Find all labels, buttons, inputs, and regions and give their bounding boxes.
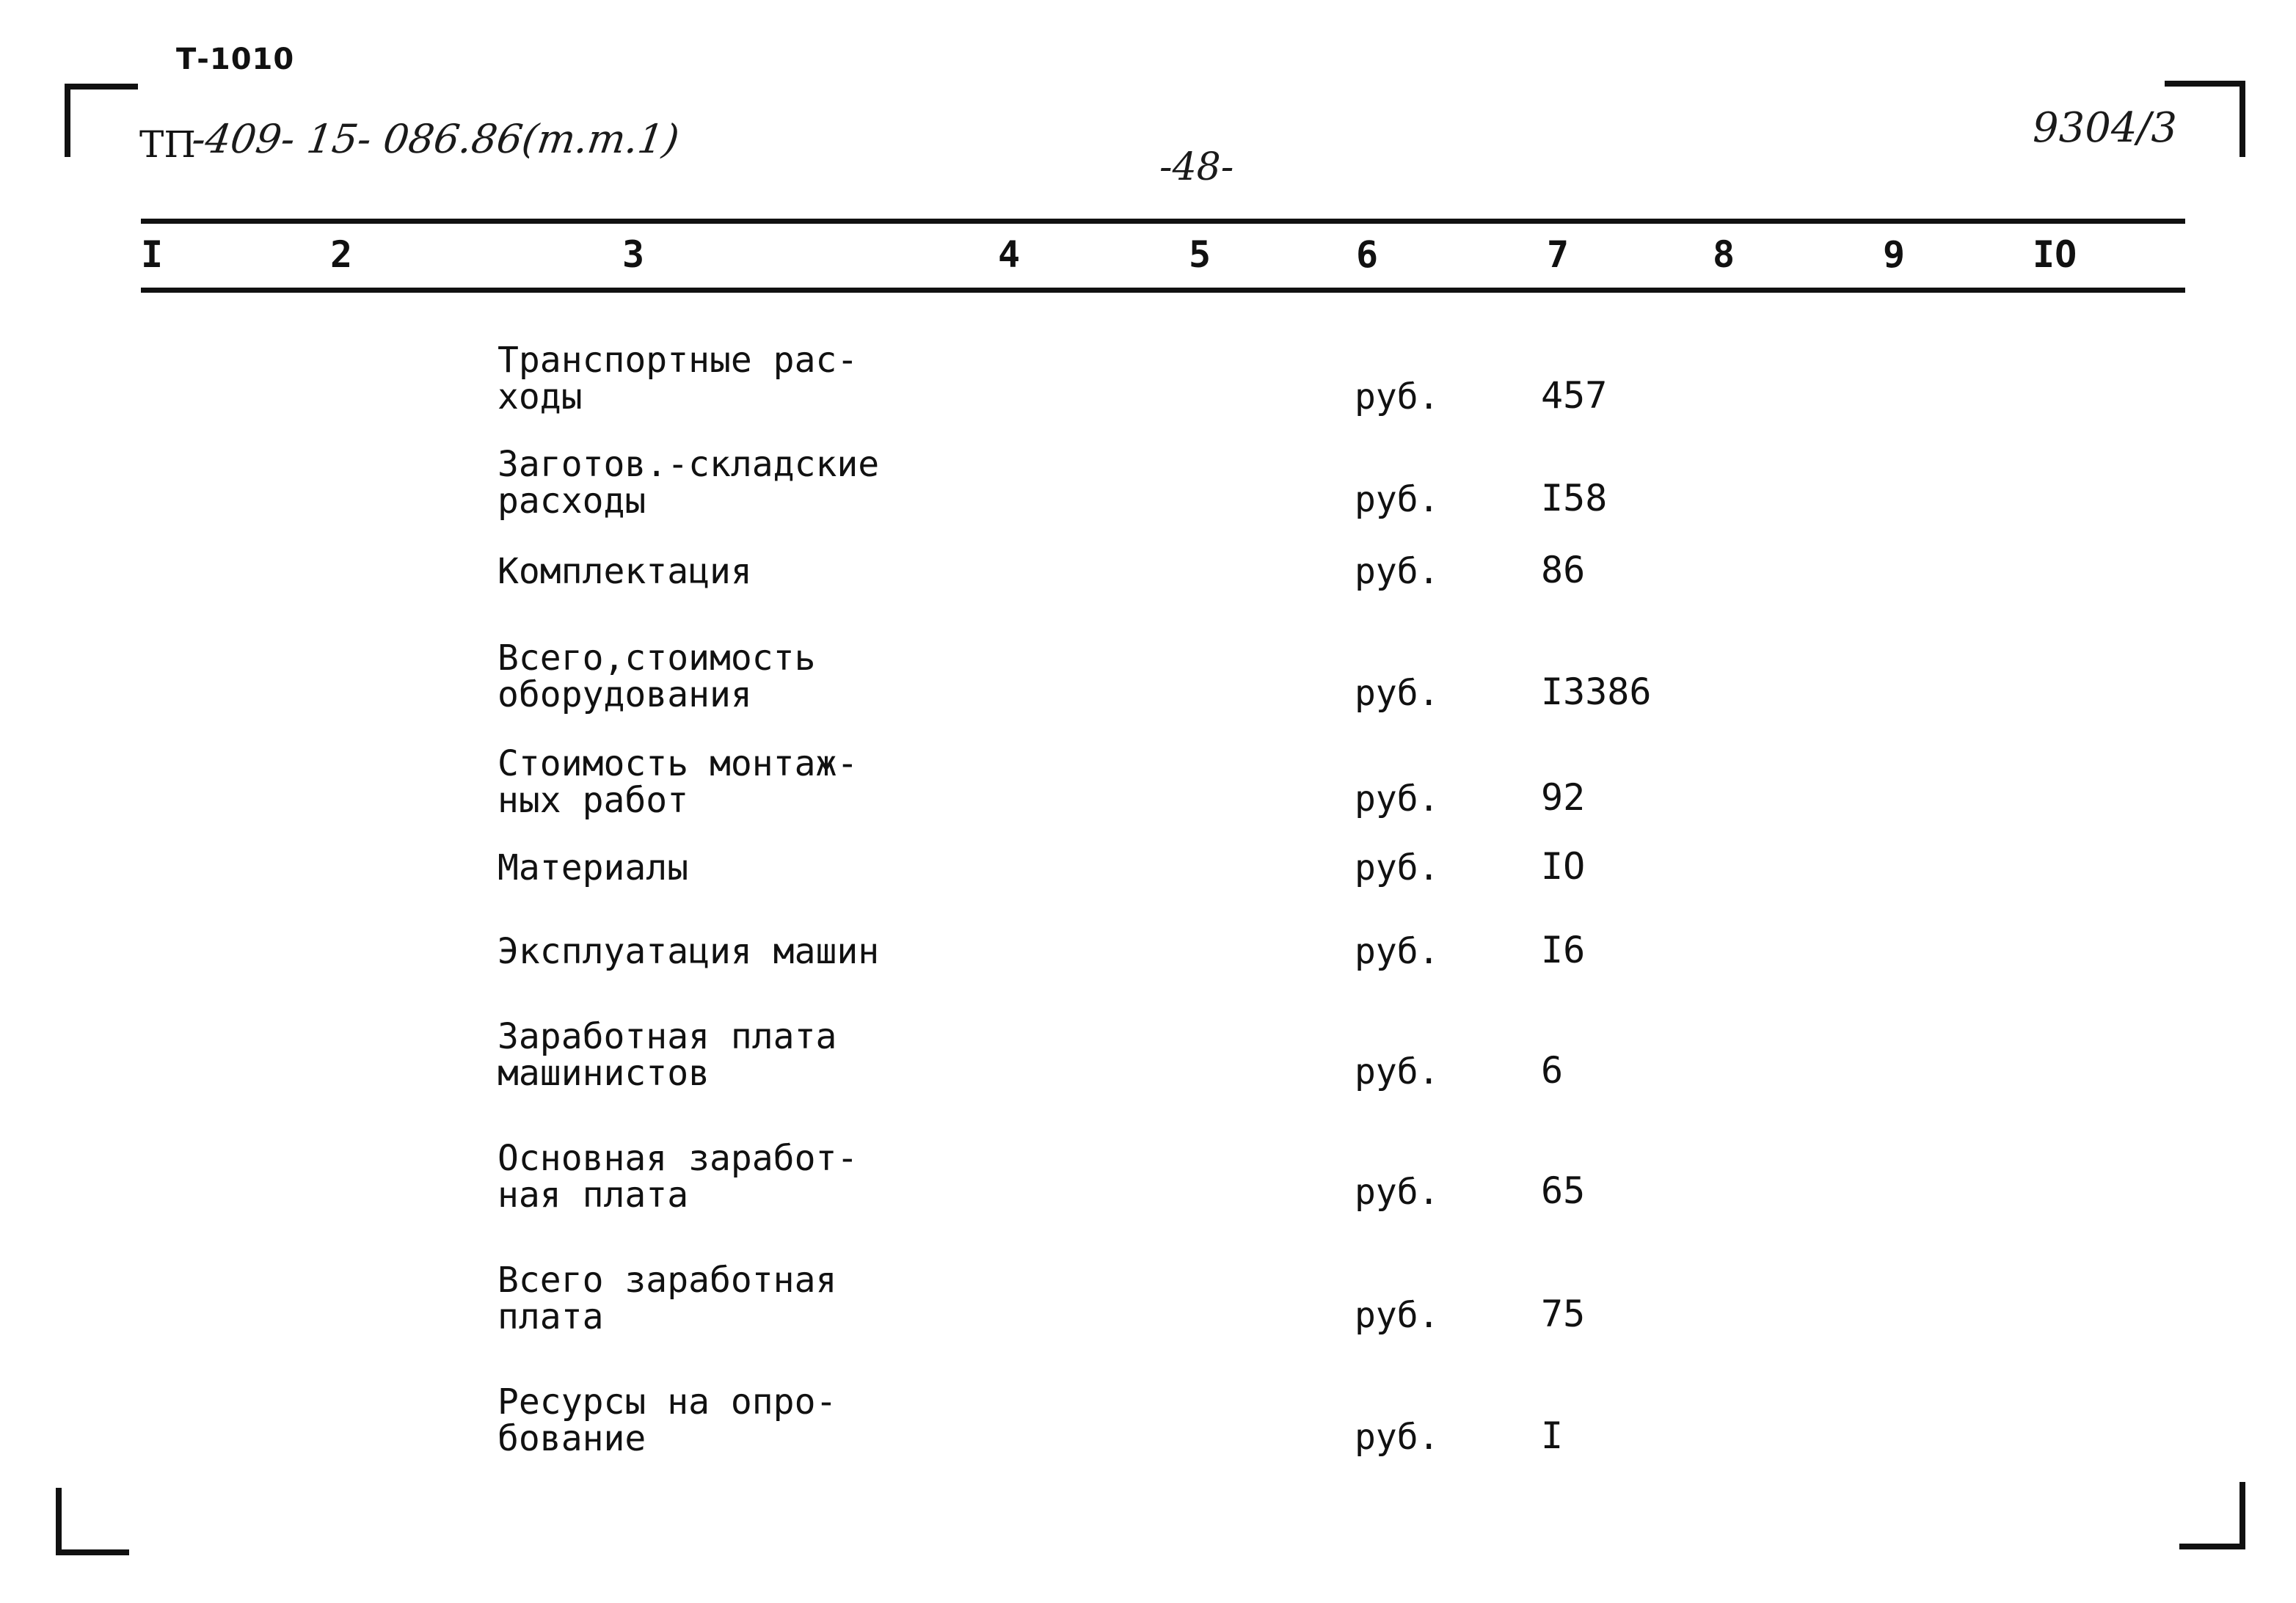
row-value: 75 [1541,1293,1586,1335]
row-value: 86 [1541,549,1586,591]
row-unit: руб. [1355,1417,1440,1458]
row-name: Комплектация [498,551,752,592]
row-name: Основная заработ- ная плата [498,1138,859,1216]
row-name: Эксплуатация машин [498,931,880,972]
column-number-4: 4 [998,233,1021,276]
row-value: 92 [1541,776,1586,819]
row-name: Стоимость монтаж- ных работ [498,743,859,821]
column-number-6: 6 [1356,233,1379,276]
table-header-top-rule [141,219,2185,224]
tp-handwritten-number: -409- 15- 086.86(т.т.1) [189,116,682,162]
column-number-3: 3 [622,233,645,276]
corner-mark-top-right-vertical [2239,81,2245,157]
column-number-8: 8 [1713,233,1735,276]
column-number-7: 7 [1547,233,1570,276]
row-name: Материалы [498,847,689,888]
corner-mark-bottom-left [56,1488,62,1555]
row-value: I6 [1541,929,1586,971]
corner-mark-top-left [65,84,138,90]
row-unit: руб. [1355,1295,1440,1336]
row-value: IO [1541,845,1586,888]
row-unit: руб. [1355,673,1440,714]
row-name: Всего,стоимость оборудования [498,638,816,715]
row-name: Ресурсы на опро- бование [498,1381,837,1459]
document-code: Т-1010 [176,43,295,76]
row-unit: руб. [1355,376,1440,417]
table-header-bottom-rule [141,288,2185,293]
row-unit: руб. [1355,1172,1440,1213]
row-unit: руб. [1355,847,1440,888]
row-value: I3386 [1541,671,1652,713]
sheet-number: 9304/3 [2033,104,2178,152]
row-unit: руб. [1355,778,1440,819]
row-unit: руб. [1355,479,1440,520]
row-unit: руб. [1355,551,1440,592]
row-name: Заработная плата машинистов [498,1016,837,1094]
page-number: -48- [1159,145,1234,189]
column-number-10: IO [2033,233,2077,276]
corner-mark-bottom-right-horizontal [2179,1544,2245,1549]
row-value: I [1541,1414,1564,1457]
column-number-5: 5 [1189,233,1211,276]
column-number-1: I [141,233,164,276]
column-number-9: 9 [1883,233,1906,276]
row-name: Всего заработная плата [498,1260,837,1337]
row-value: 65 [1541,1169,1586,1212]
corner-mark-bottom-right [2239,1482,2245,1549]
row-name: Заготов.-складские расходы [498,444,880,522]
corner-mark-bottom-left-horizontal [56,1549,129,1555]
row-value: I58 [1541,477,1608,519]
row-value: 6 [1541,1049,1564,1092]
row-unit: руб. [1355,931,1440,972]
row-value: 457 [1541,374,1608,417]
column-number-2: 2 [330,233,353,276]
tp-prefix: ТП [139,123,196,166]
corner-mark-top-right [2165,81,2245,87]
row-name: Транспортные рас- ходы [498,340,859,417]
corner-mark-top-left-vertical [65,84,70,157]
row-unit: руб. [1355,1051,1440,1092]
